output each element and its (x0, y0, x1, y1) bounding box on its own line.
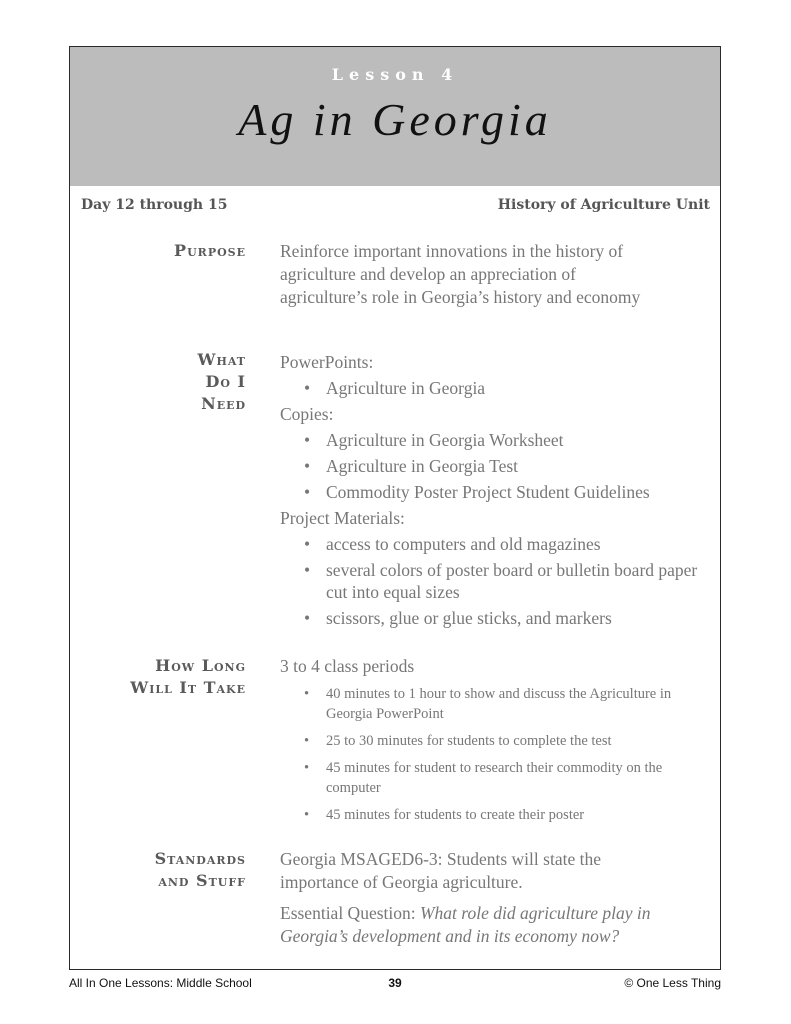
materials-heading: Project Materials: (280, 508, 405, 528)
materials-needed (280, 349, 710, 631)
lesson-frame (69, 46, 721, 970)
standard-line: Georgia MSAGED6-3: Students will state the (280, 849, 601, 869)
label-line: How Long (155, 656, 246, 675)
label-line: Do I (205, 372, 246, 391)
purpose-label: Purpose (174, 241, 246, 260)
lesson-number: Lesson 4 (331, 65, 459, 84)
list-item: • Agriculture in Georgia Test (280, 453, 710, 479)
list-item: • 45 minutes for student to research their commodity on the computer (280, 758, 710, 798)
list-item: • scissors, glue or glue sticks, and markers (280, 605, 710, 631)
lesson-title: Ag in Georgia (238, 94, 552, 145)
essential-question-text: Georgia’s development and in its economy now? (280, 926, 620, 946)
list-item: • 25 to 30 minutes for students to complete the test (280, 731, 710, 751)
list-item: • Commodity Poster Project Student Guidelines (280, 479, 710, 505)
powerpoints-heading: PowerPoints: (280, 352, 374, 372)
essential-question (280, 902, 710, 925)
list-item: • access to computers and old magazines (280, 531, 710, 557)
unit-name: History of Agriculture Unit (497, 197, 710, 213)
label-line: Need (201, 394, 246, 413)
copyright: © One Less Thing (624, 976, 721, 990)
how-long-label (130, 655, 246, 699)
essential-question-label: Essential Question: (280, 903, 420, 923)
purpose-line: agriculture and develop an appreciation of (280, 264, 576, 284)
label-line: and Stuff (158, 871, 246, 890)
standards-label (155, 848, 246, 892)
time-summary: 3 to 4 class periods (280, 656, 415, 676)
list-item: • 40 minutes to 1 hour to show and discuss the Agriculture in Georgia PowerPoint (280, 684, 710, 724)
purpose-line: Reinforce important innovations in the history of (280, 241, 624, 261)
list-item: • several colors of poster board or bulletin board paper cut into equal sizes (280, 559, 710, 603)
footer-title: All In One Lessons: Middle School (69, 976, 252, 990)
what-do-i-need-label (198, 349, 246, 415)
list-item: • Agriculture in Georgia (280, 375, 710, 401)
day-range: Day 12 through 15 (81, 197, 228, 213)
list-item: • 45 minutes for students to create their poster (280, 805, 710, 825)
purpose-line: agriculture’s role in Georgia’s history and economy (280, 287, 641, 307)
label-line: What (197, 350, 246, 369)
time-estimate (280, 655, 710, 832)
label-line: Standards (154, 849, 246, 868)
standard-line: importance of Georgia agriculture. (280, 872, 523, 892)
list-item: • Agriculture in Georgia Worksheet (280, 427, 710, 453)
copies-heading: Copies: (280, 404, 334, 424)
page-number: 39 (388, 976, 402, 990)
purpose-text (280, 240, 710, 309)
label-line: Will It Take (130, 678, 246, 697)
standards-text (280, 848, 710, 948)
title-banner (70, 47, 720, 186)
essential-question-text: What role did agriculture play in (419, 903, 651, 923)
